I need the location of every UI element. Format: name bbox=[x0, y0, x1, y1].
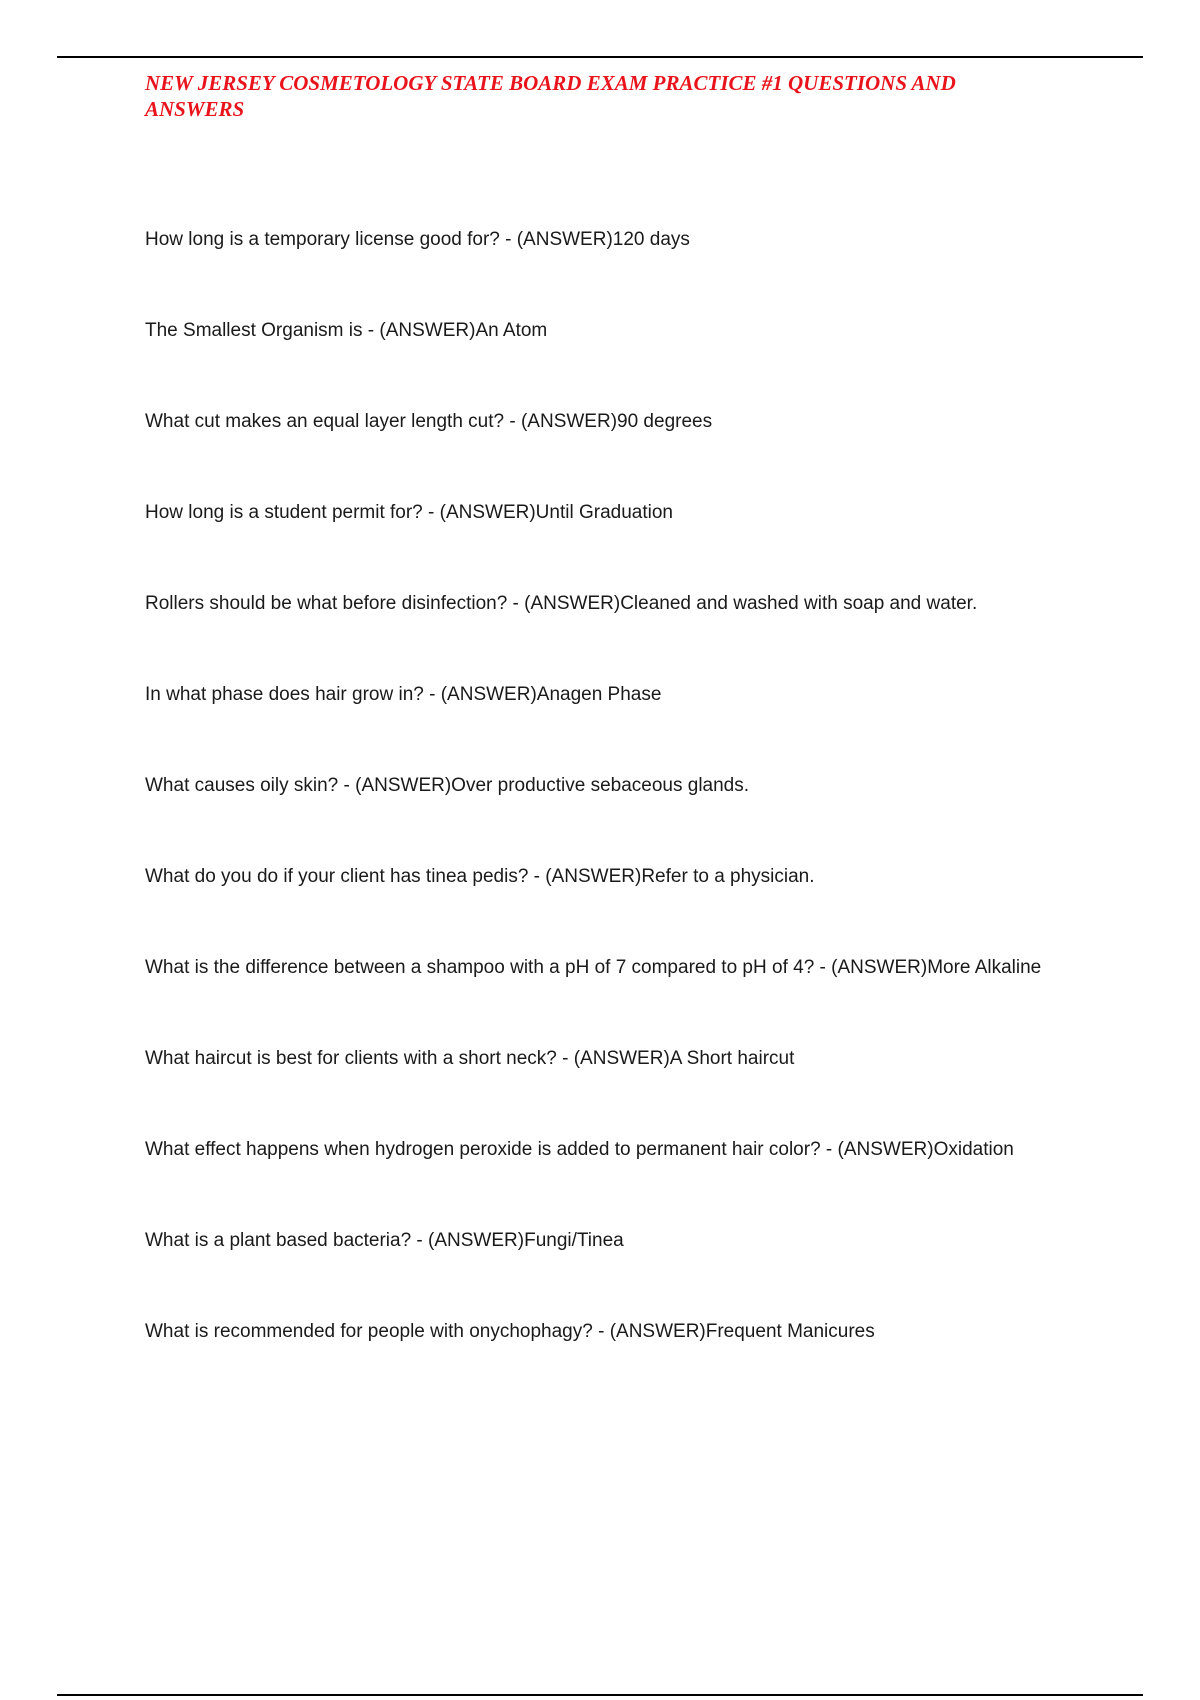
qa-item: In what phase does hair grow in? - (ANSWER)Anagen Phase bbox=[145, 684, 662, 705]
qa-item: What do you do if your client has tinea pedis? - (ANSWER)Refer to a physician. bbox=[145, 866, 815, 887]
qa-list bbox=[145, 226, 1090, 1409]
bottom-rule bbox=[57, 1694, 1143, 1696]
qa-item: Rollers should be what before disinfection? - (ANSWER)Cleaned and washed with soap and water. bbox=[145, 593, 978, 614]
qa-item: What is recommended for people with onychophagy? - (ANSWER)Frequent Manicures bbox=[145, 1321, 875, 1342]
document-title: NEW JERSEY COSMETOLOGY STATE BOARD EXAM PRACTICE #1 QUESTIONS AND ANSWERS bbox=[145, 71, 956, 121]
qa-item: What is the difference between a shampoo with a pH of 7 compared to pH of 4? - (ANSWER)More Alkaline bbox=[145, 957, 1042, 978]
top-rule bbox=[57, 56, 1143, 58]
qa-item: What cut makes an equal layer length cut? - (ANSWER)90 degrees bbox=[145, 411, 713, 432]
qa-item: What haircut is best for clients with a short neck? - (ANSWER)A Short haircut bbox=[145, 1048, 795, 1069]
qa-item: What causes oily skin? - (ANSWER)Over productive sebaceous glands. bbox=[145, 775, 750, 796]
qa-item: What is a plant based bacteria? - (ANSWER)Fungi/Tinea bbox=[145, 1230, 624, 1251]
qa-item: What effect happens when hydrogen peroxide is added to permanent hair color? - (ANSWER)Oxidation bbox=[145, 1139, 1014, 1160]
qa-item: How long is a temporary license good for? - (ANSWER)120 days bbox=[145, 229, 690, 250]
qa-item: How long is a student permit for? - (ANSWER)Until Graduation bbox=[145, 502, 673, 523]
qa-item: The Smallest Organism is - (ANSWER)An Atom bbox=[145, 320, 548, 341]
